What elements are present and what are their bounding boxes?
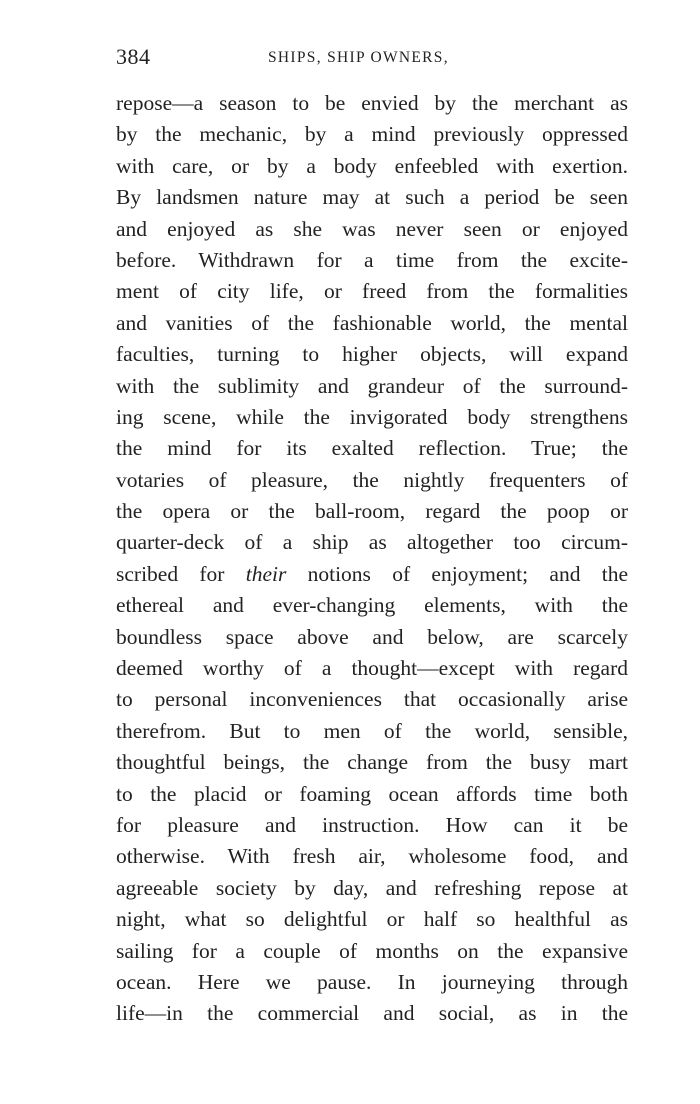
text-line: for pleasure and instruction. How can it be: [116, 812, 628, 837]
text-line: ocean. Here we pause. In journeying through: [116, 969, 628, 994]
text-line: before. Withdrawn for a time from the excite-: [116, 247, 628, 272]
text-line: By landsmen nature may at such a period be seen: [116, 185, 628, 210]
text-line: the mind for its exalted reflection. True; the: [116, 436, 628, 461]
text-line: with the sublimity and grandeur of the surround-: [116, 373, 628, 398]
text-line: ment of city life, or freed from the formalities: [116, 279, 628, 304]
line-segment: scribed for: [116, 561, 246, 586]
text-line: and vanities of the fashionable world, the mental: [116, 310, 628, 335]
text-line: to personal inconveniences that occasionally arise: [116, 687, 628, 712]
text-line-italic: [116, 559, 628, 590]
text-line: to the placid or foaming ocean affords time both: [116, 781, 628, 806]
page-number: 384: [116, 44, 151, 69]
running-head: [116, 44, 632, 74]
text-line: ethereal and ever-changing elements, with the: [116, 593, 628, 618]
text-line: deemed worthy of a thought—except with regard: [116, 656, 628, 681]
text-line: boundless space above and below, are scarcely: [116, 624, 628, 649]
text-line: by the mechanic, by a mind previously oppressed: [116, 122, 628, 147]
line-segment: notions of enjoyment; and the: [286, 561, 628, 586]
text-line: votaries of pleasure, the nightly frequenters of: [116, 467, 628, 492]
text-line: the opera or the ball-room, regard the poop or: [116, 499, 628, 524]
italic-word: their: [245, 561, 287, 586]
text-line: sailing for a couple of months on the expansive: [116, 938, 628, 963]
text-line: life—in the commercial and social, as in the: [116, 1001, 628, 1026]
text-line: with care, or by a body enfeebled with exertion.: [116, 153, 628, 178]
text-line: thoughtful beings, the change from the busy mart: [116, 750, 628, 775]
text-line: faculties, turning to higher objects, will expand: [116, 342, 628, 367]
text-line: therefrom. But to men of the world, sensible,: [116, 718, 628, 743]
text-line: and enjoyed as she was never seen or enjoyed: [116, 216, 628, 241]
body-text: [116, 88, 628, 1030]
text-line: quarter-deck of a ship as altogether too circum-: [116, 530, 628, 555]
running-title: SHIPS, SHIP OWNERS,: [268, 49, 449, 66]
text-line: repose—a season to be envied by the merchant as: [116, 91, 628, 115]
text-line: ing scene, while the invigorated body strengthens: [116, 404, 628, 429]
text-line: night, what so delightful or half so healthful as: [116, 907, 628, 932]
text-line: agreeable society by day, and refreshing repose at: [116, 875, 628, 900]
text-line: otherwise. With fresh air, wholesome food, and: [116, 844, 628, 869]
